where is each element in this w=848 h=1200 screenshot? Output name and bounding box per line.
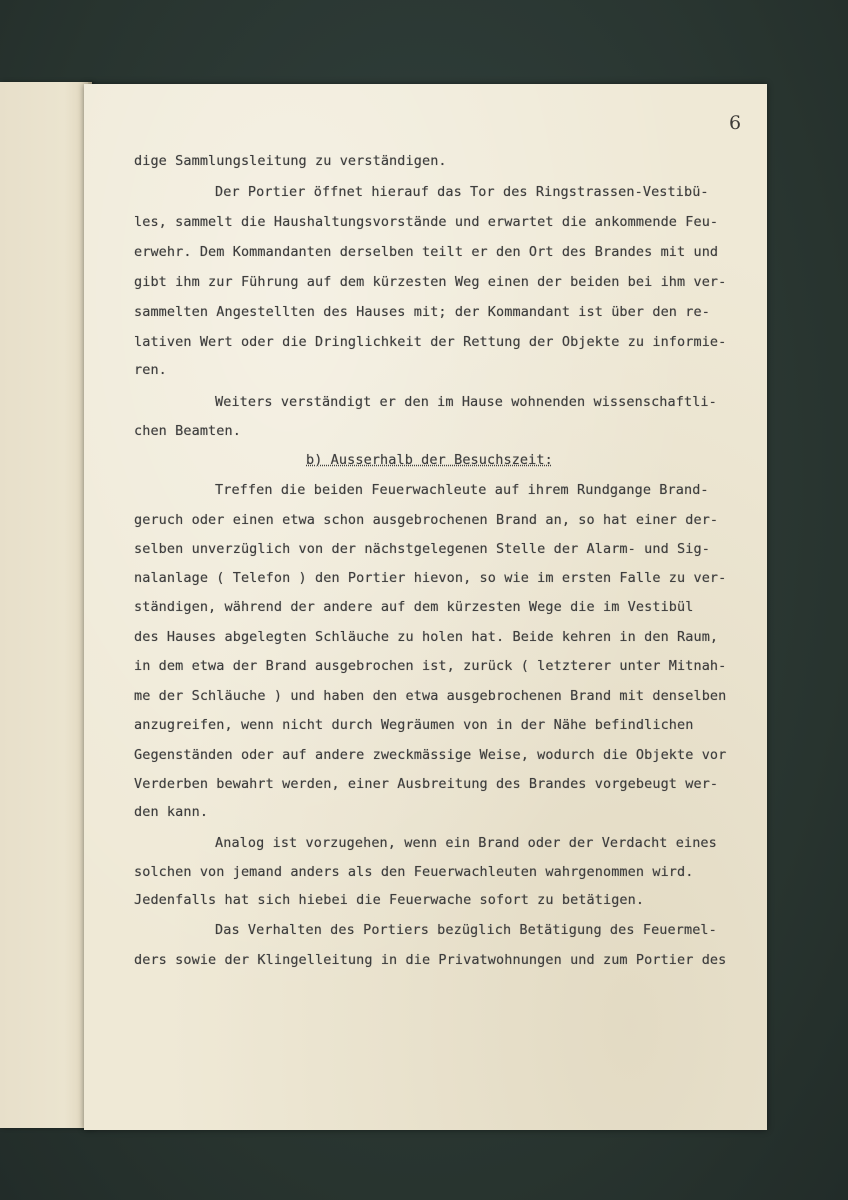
text-line: geruch oder einen etwa schon ausgebrochenen Brand an, so hat einer der- bbox=[134, 512, 719, 528]
text-line: Gegenständen oder auf andere zweckmässige Weise, wodurch die Objekte vor bbox=[134, 747, 727, 763]
text-line: ders sowie der Klingelleitung in die Privatwohnungen und zum Portier des bbox=[134, 952, 727, 968]
text-line: Weiters verständigt er den im Hause wohnenden wissenschaftli- bbox=[215, 394, 717, 410]
text-line: in dem etwa der Brand ausgebrochen ist, zurück ( letzterer unter Mitnah- bbox=[134, 658, 727, 674]
text-line: les, sammelt die Haushaltungsvorstände und erwartet die ankommende Feu- bbox=[134, 214, 719, 230]
text-line: dige Sammlungsleitung zu verständigen. bbox=[134, 153, 447, 169]
text-line: Jedenfalls hat sich hiebei die Feuerwache sofort zu betätigen. bbox=[134, 892, 645, 908]
text-line: sammelten Angestellten des Hauses mit; der Kommandant ist über den re- bbox=[134, 304, 710, 320]
text-line: den kann. bbox=[134, 804, 209, 820]
text-line: anzugreifen, wenn nicht durch Wegräumen von in der Nähe befindlichen bbox=[134, 717, 694, 733]
text-line: solchen von jemand anders als den Feuerwachleuten wahrgenommen wird. bbox=[134, 864, 694, 880]
page-number: 6 bbox=[729, 112, 742, 134]
text-line: me der Schläuche ) und haben den etwa ausgebrochenen Brand mit denselben bbox=[134, 688, 727, 704]
text-line: Der Portier öffnet hierauf das Tor des Ringstrassen-Vestibü- bbox=[215, 184, 709, 200]
text-line: selben unverzüglich von der nächstgelegenen Stelle der Alarm- und Sig- bbox=[134, 541, 710, 557]
text-line: Das Verhalten des Portiers bezüglich Betätigung des Feuermel- bbox=[215, 922, 717, 938]
text-line: gibt ihm zur Führung auf dem kürzesten Weg einen der beiden bei ihm ver- bbox=[134, 274, 727, 290]
text-line: ren. bbox=[134, 362, 167, 378]
text-line: lativen Wert oder die Dringlichkeit der Rettung der Objekte zu informie- bbox=[134, 334, 727, 350]
text-line: chen Beamten. bbox=[134, 423, 241, 439]
text-line: nalanlage ( Telefon ) den Portier hievon, so wie im ersten Falle zu ver- bbox=[134, 570, 727, 586]
text-line: Analog ist vorzugehen, wenn ein Brand oder der Verdacht eines bbox=[215, 835, 717, 851]
text-line: Treffen die beiden Feuerwachleute auf ihrem Rundgange Brand- bbox=[215, 482, 709, 498]
section-heading: b) Ausserhalb der Besuchszeit: bbox=[306, 452, 553, 468]
text-line: erwehr. Dem Kommandanten derselben teilt er den Ort des Brandes mit und bbox=[134, 244, 719, 260]
text-line: des Hauses abgelegten Schläuche zu holen hat. Beide kehren in den Raum, bbox=[134, 629, 719, 645]
previous-page-edge bbox=[0, 82, 92, 1128]
text-line: ständigen, während der andere auf dem kürzesten Wege die im Vestibül bbox=[134, 599, 694, 615]
text-line: Verderben bewahrt werden, einer Ausbreitung des Brandes vorgebeugt wer- bbox=[134, 776, 719, 792]
